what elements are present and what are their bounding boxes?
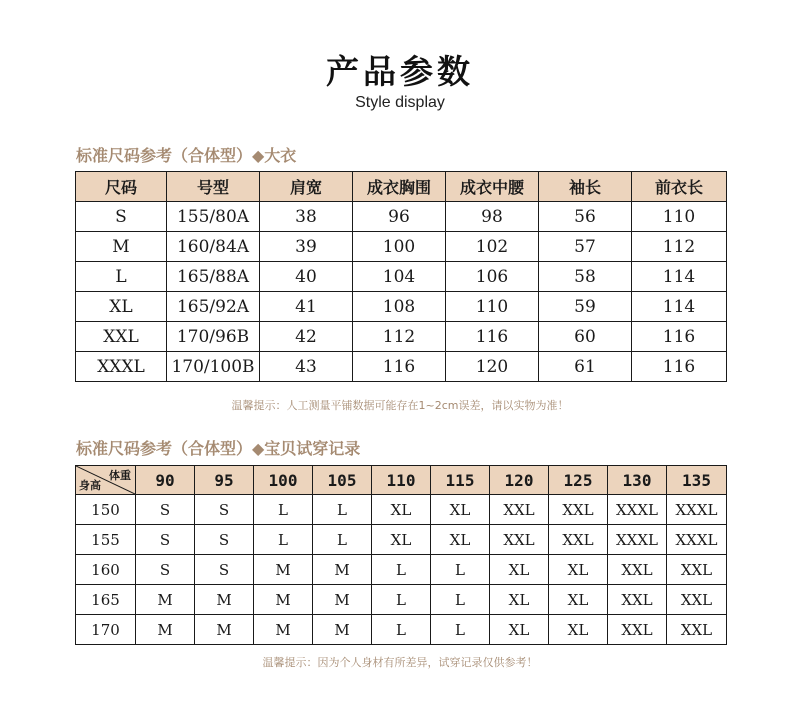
table-cell: M <box>313 615 372 645</box>
table-cell: S <box>195 555 254 585</box>
table-cell: XL <box>549 585 608 615</box>
table-cell: 40 <box>260 262 353 292</box>
table-cell: 106 <box>446 262 539 292</box>
table-cell: M <box>136 585 195 615</box>
table-cell: S <box>136 525 195 555</box>
table-cell: M <box>195 615 254 645</box>
weight-header: 125 <box>549 466 608 495</box>
table-cell: 170/100B <box>167 352 260 382</box>
size-table-note: 温馨提示：人工测量平铺数据可能存在1~2cm误差，请以实物为准！ <box>231 399 569 412</box>
fit-section-title: 标准尺码参考（合体型）◆宝贝试穿记录 <box>76 439 361 458</box>
column-header: 肩宽 <box>260 172 353 202</box>
table-cell: XXXL <box>608 495 667 525</box>
table-cell: 41 <box>260 292 353 322</box>
table-cell: L <box>313 495 372 525</box>
weight-header: 95 <box>195 466 254 495</box>
fit-table-header-row <box>76 466 727 495</box>
table-cell: S <box>76 202 167 232</box>
table-cell: 170/96B <box>167 322 260 352</box>
table-cell: 116 <box>632 352 727 382</box>
table-cell: XXL <box>608 585 667 615</box>
table-row <box>76 262 727 292</box>
column-header: 成衣中腰 <box>446 172 539 202</box>
table-cell: 39 <box>260 232 353 262</box>
weight-header: 110 <box>372 466 431 495</box>
weight-header: 90 <box>136 466 195 495</box>
page-subtitle: Style display <box>355 94 445 111</box>
table-cell: M <box>136 615 195 645</box>
table-cell: 116 <box>353 352 446 382</box>
table-cell: L <box>431 585 490 615</box>
weight-header: 105 <box>313 466 372 495</box>
table-cell: 116 <box>446 322 539 352</box>
column-header: 前衣长 <box>632 172 727 202</box>
table-row <box>76 202 727 232</box>
table-cell: L <box>372 555 431 585</box>
column-header: 尺码 <box>76 172 167 202</box>
fit-table-note: 温馨提示：因为个人身材有所差异，试穿记录仅供参考！ <box>262 656 538 669</box>
table-row <box>76 555 727 585</box>
height-label: 身高 <box>79 479 101 492</box>
table-cell: S <box>136 495 195 525</box>
table-cell: L <box>372 585 431 615</box>
table-cell: XL <box>76 292 167 322</box>
table-row <box>76 232 727 262</box>
column-header: 号型 <box>167 172 260 202</box>
table-cell: XXL <box>549 525 608 555</box>
table-cell: 165/88A <box>167 262 260 292</box>
table-cell: 102 <box>446 232 539 262</box>
table-cell: L <box>431 615 490 645</box>
table-cell: 108 <box>353 292 446 322</box>
size-table-header-row <box>76 172 727 202</box>
table-row <box>76 292 727 322</box>
column-header: 袖长 <box>539 172 632 202</box>
table-cell: 155/80A <box>167 202 260 232</box>
table-cell: L <box>254 525 313 555</box>
table-cell: XL <box>372 525 431 555</box>
table-cell: XXL <box>549 495 608 525</box>
table-row <box>76 352 727 382</box>
table-cell: XL <box>490 555 549 585</box>
table-cell: 56 <box>539 202 632 232</box>
table-cell: 38 <box>260 202 353 232</box>
table-cell: XXL <box>608 555 667 585</box>
size-section-title: 标准尺码参考（合体型）◆大衣 <box>76 146 297 165</box>
table-cell: L <box>372 615 431 645</box>
table-cell: M <box>254 615 313 645</box>
table-cell: XXXL <box>667 525 727 555</box>
table-cell: L <box>76 262 167 292</box>
table-cell: 57 <box>539 232 632 262</box>
weight-header: 100 <box>254 466 313 495</box>
table-cell: XL <box>490 585 549 615</box>
table-cell: XXL <box>608 615 667 645</box>
table-row <box>76 322 727 352</box>
table-cell: M <box>195 585 254 615</box>
try-on-record-table <box>75 465 727 645</box>
table-cell: 96 <box>353 202 446 232</box>
table-cell: M <box>313 585 372 615</box>
table-cell: 98 <box>446 202 539 232</box>
table-cell: XXL <box>667 615 727 645</box>
table-cell: 112 <box>632 232 727 262</box>
weight-header: 115 <box>431 466 490 495</box>
size-chart-table <box>75 171 727 382</box>
table-cell: 61 <box>539 352 632 382</box>
height-cell: 170 <box>76 615 136 645</box>
table-cell: 116 <box>632 322 727 352</box>
table-cell: XXL <box>76 322 167 352</box>
table-cell: L <box>431 555 490 585</box>
table-cell: XL <box>490 615 549 645</box>
table-cell: 104 <box>353 262 446 292</box>
table-cell: XXXL <box>76 352 167 382</box>
table-cell: XXL <box>667 555 727 585</box>
weight-header: 130 <box>608 466 667 495</box>
table-cell: XL <box>549 555 608 585</box>
table-cell: M <box>254 585 313 615</box>
height-cell: 150 <box>76 495 136 525</box>
table-cell: 110 <box>446 292 539 322</box>
weight-header: 120 <box>490 466 549 495</box>
corner-header-cell <box>76 466 136 495</box>
table-cell: L <box>313 525 372 555</box>
table-cell: 42 <box>260 322 353 352</box>
table-cell: 60 <box>539 322 632 352</box>
table-cell: M <box>76 232 167 262</box>
table-cell: 100 <box>353 232 446 262</box>
height-cell: 165 <box>76 585 136 615</box>
height-cell: 155 <box>76 525 136 555</box>
table-cell: S <box>195 495 254 525</box>
height-cell: 160 <box>76 555 136 585</box>
table-cell: 160/84A <box>167 232 260 262</box>
table-cell: XXL <box>490 525 549 555</box>
table-cell: 165/92A <box>167 292 260 322</box>
weight-label: 体重 <box>109 469 131 482</box>
table-cell: 59 <box>539 292 632 322</box>
table-cell: 58 <box>539 262 632 292</box>
table-cell: XL <box>549 615 608 645</box>
column-header: 成衣胸围 <box>353 172 446 202</box>
table-cell: M <box>313 555 372 585</box>
table-cell: 114 <box>632 262 727 292</box>
table-row <box>76 615 727 645</box>
table-cell: XXXL <box>608 525 667 555</box>
table-cell: M <box>254 555 313 585</box>
table-cell: XXL <box>667 585 727 615</box>
table-cell: XL <box>372 495 431 525</box>
table-row <box>76 585 727 615</box>
table-cell: 112 <box>353 322 446 352</box>
table-row <box>76 525 727 555</box>
table-cell: S <box>136 555 195 585</box>
table-cell: XXXL <box>667 495 727 525</box>
table-cell: 114 <box>632 292 727 322</box>
table-cell: 43 <box>260 352 353 382</box>
table-row <box>76 495 727 525</box>
table-cell: 120 <box>446 352 539 382</box>
table-cell: 110 <box>632 202 727 232</box>
table-cell: XL <box>431 525 490 555</box>
weight-header: 135 <box>667 466 727 495</box>
table-cell: S <box>195 525 254 555</box>
table-cell: XXL <box>490 495 549 525</box>
table-cell: L <box>254 495 313 525</box>
page-title: 产品参数 <box>326 52 474 91</box>
table-cell: XL <box>431 495 490 525</box>
